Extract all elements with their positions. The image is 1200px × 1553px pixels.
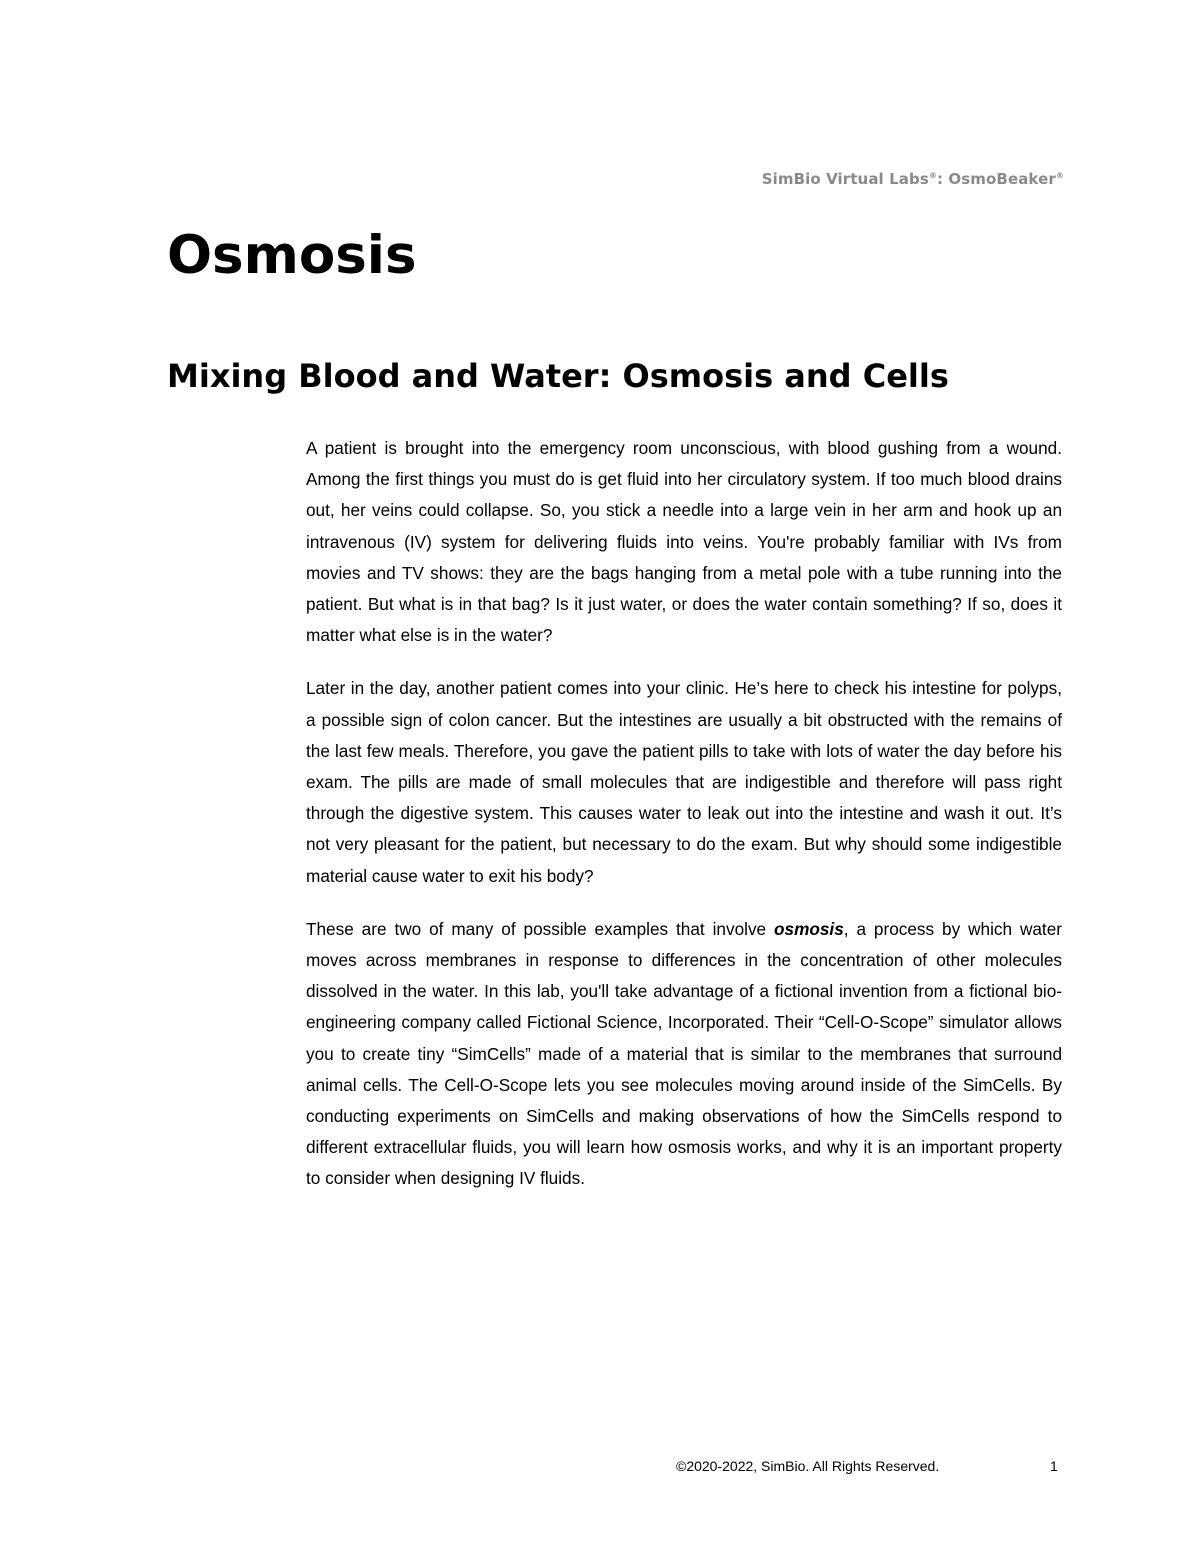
running-header bbox=[762, 170, 1064, 188]
paragraph-emergency-room: A patient is brought into the emergency room unconscious, with blood gushing from a wound. Among the first things you must do is get fluid into her circulatory system. If too much blood drains out, her veins could collapse. So, you stick a needle into a large vein in her arm and hook up an intravenous (IV) system for delivering fluids into veins. You're probably familiar with IVs from movies and TV shows: they are the bags hanging from a metal pole with a tube running into the patient. But what is in that bag? Is it just water, or does the water contain something? If so, does it matter what else is in the water? bbox=[306, 438, 1062, 646]
header-product-mark: ® bbox=[1055, 171, 1064, 180]
page-number: 1 bbox=[1050, 1458, 1058, 1474]
header-product: OsmoBeaker bbox=[948, 170, 1056, 188]
paragraph-clinic-patient: Later in the day, another patient comes into your clinic. He’s here to check his intestine for polyps, a possible sign of colon cancer. But the intestines are usually a bit obstructed with the remains of the last few meals. Therefore, you gave the patient pills to take with lots of water the day before his exam. The pills are made of small molecules that are indigestible and therefore will pass right through the digestive system. This causes water to leak out into the intestine and wash it out. It’s not very pleasant for the patient, but necessary to do the exam. But why should some indigestible material cause water to exit his body? bbox=[306, 678, 1062, 886]
section-heading: Mixing Blood and Water: Osmosis and Cells bbox=[167, 357, 949, 395]
copyright-footer: ©2020-2022, SimBio. All Rights Reserved. bbox=[676, 1458, 940, 1474]
paragraph-osmosis-intro-rest: , a process by which water moves across membranes in response to differences in the concentration of other molecules dissolved in the water. In this lab, you'll take advantage of a fictional invention from a fictional bio-engineering company called Fictional Science, Incorporated. Their “Cell-O-Scope” simulator allows you to create tiny “SimCells” made of a material that is similar to the membranes that surround animal cells. The Cell-O-Scope lets you see molecules moving around inside of the SimCells. By conducting experiments on SimCells and making observations of how the SimCells respond to different extracellular fluids, you will learn how osmosis works, and why it is an important property to consider when designing IV fluids. bbox=[306, 918, 1062, 1189]
document-title: Osmosis bbox=[167, 225, 417, 286]
osmosis-term: osmosis bbox=[774, 918, 844, 939]
paragraph-osmosis-intro bbox=[306, 914, 1062, 1195]
header-brand: SimBio Virtual Labs bbox=[761, 170, 929, 188]
header-separator: : bbox=[936, 170, 949, 188]
body-text bbox=[306, 433, 1062, 1217]
paragraph-osmosis-intro-start: These are two of many of possible examples that involve bbox=[306, 918, 775, 939]
header-brand-mark: ® bbox=[928, 171, 937, 180]
